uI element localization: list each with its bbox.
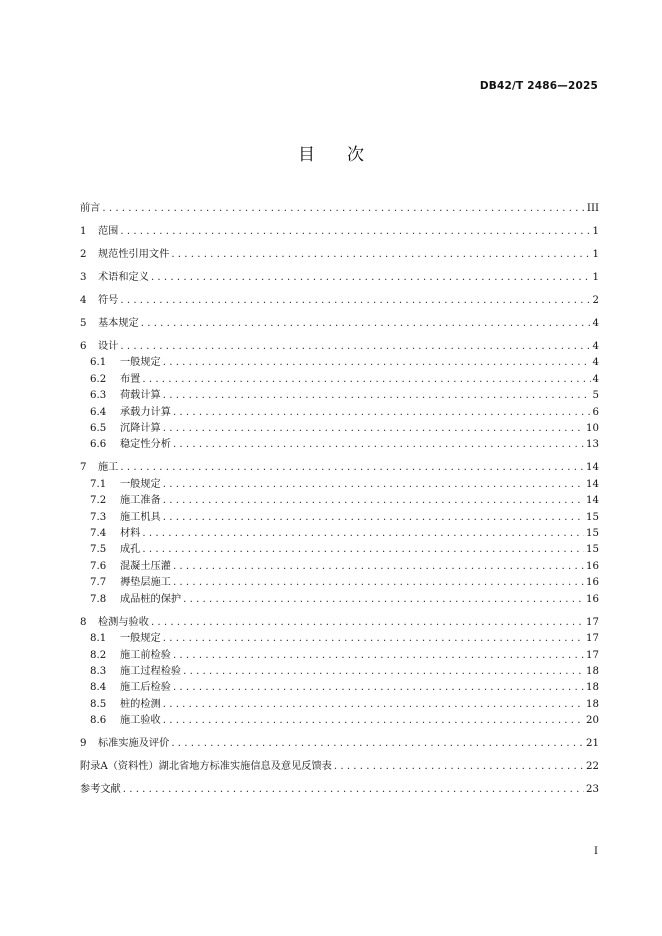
- toc-entry-number: 6.2: [90, 373, 107, 385]
- toc-entry-number: 6: [80, 341, 87, 352]
- toc-entry-label: 规范性引用文件: [98, 249, 170, 260]
- toc-entry[interactable]: [80, 224, 599, 240]
- toc-entry-label: 沉降计算: [120, 423, 161, 435]
- toc-dot-leader: [173, 680, 584, 696]
- toc-entry-number: 7.7: [90, 577, 107, 589]
- toc-dot-leader: [163, 421, 584, 437]
- toc-entry-page: 23: [586, 784, 599, 796]
- toc-entry-label: 材料: [120, 528, 141, 540]
- toc-entry-page: 6: [592, 406, 599, 418]
- toc-entry-label: 范围: [98, 226, 119, 237]
- toc-entry-label: 承载力计算: [120, 406, 171, 418]
- toc-entry-label: 成孔: [120, 544, 141, 556]
- toc-entry[interactable]: [80, 648, 599, 664]
- toc-entry-number: 8.1: [90, 633, 107, 645]
- toc-entry-page: 17: [586, 616, 599, 628]
- toc-entry[interactable]: [80, 592, 599, 608]
- toc-dot-leader: [163, 697, 584, 713]
- toc-dot-leader: [173, 437, 584, 453]
- toc-dot-leader: [123, 782, 584, 798]
- toc-title: 目次: [298, 145, 396, 165]
- toc-entry-page: 2: [592, 295, 599, 306]
- toc-entry-number: 5: [80, 318, 87, 329]
- toc-entry[interactable]: [80, 477, 599, 493]
- toc-dot-leader: [163, 355, 591, 371]
- toc-dot-leader: [173, 559, 584, 575]
- toc-dot-leader: [173, 648, 584, 664]
- toc-entry-label: 符号: [98, 295, 119, 306]
- toc-entry-number: 1: [80, 226, 87, 237]
- toc-entry-page: 16: [586, 593, 599, 605]
- toc-entry-label: 桩的检测: [120, 698, 161, 710]
- toc-dot-leader: [163, 477, 584, 493]
- toc-entry-label: 施工后检验: [120, 682, 171, 694]
- toc-dot-leader: [163, 631, 584, 647]
- toc-entry[interactable]: [80, 759, 599, 775]
- toc-entry-label: 一般规定: [120, 478, 161, 490]
- toc-dot-leader: [142, 372, 590, 388]
- toc-entry-label: 附录A（资料性）湖北省地方标准实施信息及意见反馈表: [80, 761, 332, 773]
- toc-entry-number: 7.8: [90, 593, 107, 605]
- toc-entry-page: 10: [586, 423, 599, 435]
- toc-entry-label: 施工机具: [120, 511, 161, 523]
- toc-entry-page: 14: [586, 478, 599, 490]
- toc-dot-leader: [142, 526, 584, 542]
- toc-entry-label: 施工: [98, 462, 119, 474]
- toc-entry-label: 施工过程检验: [120, 665, 182, 677]
- toc-dot-leader: [171, 247, 590, 263]
- toc-dot-leader: [120, 460, 584, 476]
- toc-entry-page: 17: [586, 633, 599, 645]
- toc-entry-label: 混凝土压灌: [120, 560, 171, 572]
- toc-entry[interactable]: [80, 510, 599, 526]
- toc-entry-number: 7.6: [90, 560, 107, 572]
- toc-entry-number: 6.4: [90, 406, 107, 418]
- toc-dot-leader: [183, 664, 584, 680]
- toc-dot-leader: [120, 339, 590, 355]
- toc-entry[interactable]: [80, 631, 599, 647]
- toc-entry-label: 设计: [98, 341, 119, 352]
- toc-entry[interactable]: [80, 201, 599, 217]
- toc-entry-number: 4: [80, 295, 87, 306]
- toc-entry[interactable]: [80, 559, 599, 575]
- toc-entry-label: 稳定性分析: [120, 439, 171, 451]
- toc-entry-number: 6.1: [90, 357, 107, 369]
- toc-entry-page: 4: [592, 357, 599, 369]
- toc-entry[interactable]: [80, 316, 599, 332]
- page-number: I: [594, 846, 598, 857]
- toc-entry-label: 前言: [80, 203, 101, 214]
- document-code: DB42/T 2486—2025: [479, 80, 598, 92]
- toc-entry-page: 18: [586, 698, 599, 710]
- toc-entry-page: 13: [586, 439, 599, 451]
- toc-entry-label: 施工验收: [120, 715, 161, 727]
- toc-entry[interactable]: [80, 664, 599, 680]
- toc-dot-leader: [163, 713, 584, 729]
- toc-entry[interactable]: [80, 405, 599, 421]
- toc-dot-leader: [171, 736, 584, 752]
- toc-entry-label: 一般规定: [120, 357, 161, 369]
- toc-dot-leader: [151, 615, 584, 631]
- toc-entry[interactable]: [80, 437, 599, 453]
- toc-dot-leader: [163, 493, 584, 509]
- toc-entry[interactable]: [80, 542, 599, 558]
- toc-entry-label: 布置: [120, 373, 141, 385]
- toc-entry-page: 1: [592, 249, 599, 260]
- toc-entry-label: 基本规定: [98, 318, 139, 329]
- toc-entry-label: 参考文献: [80, 784, 121, 796]
- toc-entry-page: 4: [592, 318, 599, 329]
- toc-entry-page: 14: [586, 462, 599, 474]
- toc-entry-page: 4: [592, 341, 599, 352]
- toc-entry-number: 3: [80, 272, 87, 283]
- toc-entry-number: 8.6: [90, 715, 107, 727]
- toc-entry[interactable]: [80, 388, 599, 404]
- toc-entry-number: 9: [80, 738, 87, 750]
- toc-entry-page: 17: [586, 649, 599, 661]
- toc-entry-label: 荷载计算: [120, 390, 161, 402]
- toc-entry-label: 标准实施及评价: [98, 738, 170, 750]
- toc-entry-label: 检测与验收: [98, 616, 149, 628]
- toc-entry-number: 8.5: [90, 698, 107, 710]
- toc-dot-leader: [163, 510, 584, 526]
- toc-entry-number: 7.4: [90, 528, 107, 540]
- toc-entry-page: 14: [586, 495, 599, 507]
- toc-entry-number: 8.3: [90, 665, 107, 677]
- toc-entry-page: 1: [592, 226, 599, 237]
- toc-dot-leader: [163, 388, 591, 404]
- toc-dot-leader: [141, 316, 591, 332]
- toc-entry[interactable]: [80, 526, 599, 542]
- toc-entry-page: 21: [586, 738, 599, 750]
- toc-entry[interactable]: [80, 293, 599, 309]
- toc-entry-number: 7.5: [90, 544, 107, 556]
- toc-entry[interactable]: [80, 372, 599, 388]
- toc-entry-number: 6.6: [90, 439, 107, 451]
- toc-entry-number: 7.1: [90, 478, 107, 490]
- toc-entry[interactable]: [80, 782, 599, 798]
- toc-entry-label: 褥垫层施工: [120, 577, 171, 589]
- toc-dot-leader: [334, 759, 584, 775]
- toc-entry-number: 6.3: [90, 390, 107, 402]
- toc-entry-label: 成品桩的保护: [120, 593, 182, 605]
- toc-entry[interactable]: [80, 736, 599, 752]
- toc-entry-number: 7.3: [90, 511, 107, 523]
- toc-entry-page: 20: [586, 715, 599, 727]
- toc-dot-leader: [151, 270, 591, 286]
- toc-dot-leader: [142, 542, 584, 558]
- toc-entry-page: III: [586, 203, 599, 214]
- toc-entry-label: 施工前检验: [120, 649, 171, 661]
- toc-entry-page: 15: [586, 511, 599, 523]
- toc-dot-leader: [173, 405, 591, 421]
- toc-entry-page: 18: [586, 682, 599, 694]
- toc-entry[interactable]: [80, 575, 599, 591]
- toc-entry-label: 一般规定: [120, 633, 161, 645]
- toc-entry[interactable]: [80, 713, 599, 729]
- toc-entry-page: 15: [586, 528, 599, 540]
- toc-entry[interactable]: [80, 247, 599, 263]
- toc-entry-number: 6.5: [90, 423, 107, 435]
- toc-entry-label: 术语和定义: [98, 272, 149, 283]
- toc-entry[interactable]: [80, 421, 599, 437]
- toc-entry[interactable]: [80, 615, 599, 631]
- toc-entry[interactable]: [80, 697, 599, 713]
- toc-entry[interactable]: [80, 680, 599, 696]
- toc-entry-number: 7.2: [90, 495, 107, 507]
- toc-entry[interactable]: [80, 493, 599, 509]
- toc-entry-page: 5: [592, 390, 599, 402]
- toc-entry[interactable]: [80, 339, 599, 355]
- toc-dot-leader: [120, 224, 590, 240]
- toc-entry-page: 16: [586, 577, 599, 589]
- toc-entry-label: 施工准备: [120, 495, 161, 507]
- toc-entry-page: 16: [586, 560, 599, 572]
- toc-entry-page: 15: [586, 544, 599, 556]
- toc-entry-page: 22: [586, 761, 599, 773]
- toc-entry-number: 8.4: [90, 682, 107, 694]
- toc-dot-leader: [102, 201, 585, 217]
- toc-dot-leader: [183, 592, 584, 608]
- toc-entry-number: 7: [80, 462, 87, 474]
- table-of-contents: [80, 201, 599, 799]
- toc-entry[interactable]: [80, 460, 599, 476]
- toc-dot-leader: [173, 575, 584, 591]
- toc-entry-page: 4: [592, 373, 599, 385]
- toc-entry[interactable]: [80, 270, 599, 286]
- toc-entry-number: 2: [80, 249, 87, 260]
- toc-entry-number: 8.2: [90, 649, 107, 661]
- toc-entry-page: 18: [586, 665, 599, 677]
- toc-entry-page: 1: [592, 272, 599, 283]
- toc-dot-leader: [120, 293, 590, 309]
- toc-entry-number: 8: [80, 616, 87, 628]
- toc-entry[interactable]: [80, 355, 599, 371]
